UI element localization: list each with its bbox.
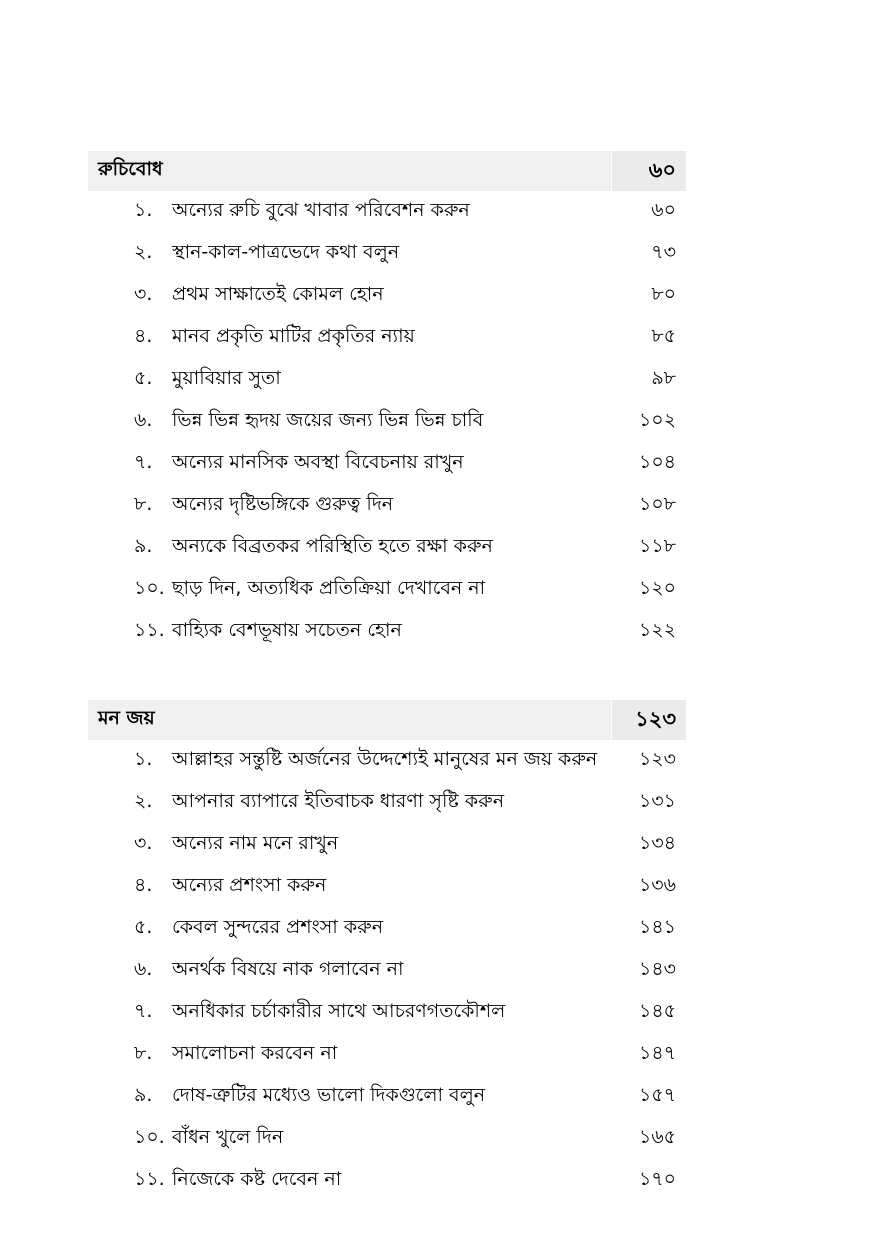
section-title: মন জয় [98, 707, 155, 729]
section-title: রুচিবোধ [98, 158, 163, 180]
section-page-number: ১২৩ [611, 700, 686, 740]
toc-entry [88, 275, 686, 317]
entry-number: ৬. [134, 409, 153, 431]
entry-number: ৭. [134, 1000, 153, 1022]
toc-entry [88, 866, 686, 908]
entry-page-number: ১৩৬ [638, 874, 676, 896]
toc-entry [88, 1076, 686, 1118]
entry-number: ১০. [134, 577, 165, 599]
entry-page-number: ১২২ [638, 619, 676, 641]
toc-entry [88, 191, 686, 233]
toc-entry [88, 908, 686, 950]
entry-number: ১১. [134, 1168, 165, 1190]
entry-page-number: ১৫৭ [638, 1084, 676, 1106]
entry-title: অন্যের দৃষ্টিভঙ্গিকে গুরুত্ব দিন [172, 493, 394, 515]
entry-page-number: ১১৮ [639, 535, 676, 557]
entry-page-number: ১০২ [638, 409, 676, 431]
entry-page-number: ১৪৩ [638, 958, 676, 980]
entry-page-number: ৬০ [651, 199, 676, 221]
entry-title: অনধিকার চর্চাকারীর সাথে আচরণগতকৌশল [172, 1000, 506, 1022]
toc-section-mon-joy [88, 700, 686, 1202]
entry-title: অন্যকে বিব্রতকর পরিস্থিতি হতে রক্ষা করুন [172, 535, 493, 557]
toc-entry [88, 359, 686, 401]
entry-number: ৩. [134, 832, 153, 854]
entry-number: ৫. [134, 367, 153, 389]
entry-page-number: ১৬৫ [638, 1126, 676, 1148]
entry-page-number: ১৩৪ [638, 832, 676, 854]
toc-entry-list [88, 191, 686, 653]
entry-number: ৫. [134, 916, 153, 938]
entry-number: ১. [134, 748, 153, 770]
toc-entry [88, 233, 686, 275]
entry-page-number: ১০৪ [638, 451, 676, 473]
entry-number: ৭. [134, 451, 153, 473]
entry-page-number: ১৩১ [638, 790, 676, 812]
entry-page-number: ৯৮ [651, 367, 676, 389]
entry-page-number: ১৪৭ [638, 1042, 676, 1064]
entry-title: সমালোচনা করবেন না [172, 1042, 338, 1064]
entry-number: ৮. [134, 493, 153, 515]
entry-number: ৯. [134, 535, 153, 557]
entry-number: ৩. [134, 283, 153, 305]
entry-page-number: ১৭০ [638, 1168, 676, 1190]
entry-number: ২. [134, 241, 153, 263]
toc-entry [88, 401, 686, 443]
entry-number: ৮. [134, 1042, 153, 1064]
entry-number: ৪. [134, 874, 153, 896]
toc-entry [88, 443, 686, 485]
entry-number: ২. [134, 790, 153, 812]
entry-title: প্রথম সাক্ষাতেই কোমল হোন [172, 283, 384, 305]
toc-entry [88, 527, 686, 569]
entry-page-number: ৭৩ [651, 241, 676, 263]
entry-page-number: ১২৩ [638, 748, 676, 770]
entry-title: অনর্থক বিষয়ে নাক গলাবেন না [172, 958, 404, 980]
toc-entry [88, 611, 686, 653]
entry-title: মুয়াবিয়ার সুতা [172, 367, 281, 389]
entry-title: বাহ্যিক বেশভূষায় সচেতন হোন [172, 619, 402, 641]
entry-title: ছাড় দিন, অত্যধিক প্রতিক্রিয়া দেখাবেন না [172, 577, 486, 599]
entry-number: ৪. [134, 325, 153, 347]
toc-entry [88, 485, 686, 527]
entry-title: আল্লাহর সন্তুষ্টি অর্জনের উদ্দেশ্যেই মানুষের মন জয় করুন [172, 748, 598, 770]
entry-number: ১. [134, 199, 153, 221]
toc-entry [88, 950, 686, 992]
entry-number: ১০. [134, 1126, 165, 1148]
section-header [88, 700, 686, 740]
entry-title: আপনার ব্যাপারে ইতিবাচক ধারণা সৃষ্টি করুন [172, 790, 505, 812]
entry-number: ১১. [134, 619, 165, 641]
entry-title: দোষ-ত্রুটির মধ্যেও ভালো দিকগুলো বলুন [172, 1084, 486, 1106]
section-page-number: ৬০ [611, 151, 686, 191]
entry-page-number: ১৪৫ [639, 1000, 676, 1022]
toc-entry [88, 1160, 686, 1202]
toc-entry [88, 1034, 686, 1076]
toc-entry [88, 317, 686, 359]
toc-entry [88, 782, 686, 824]
entry-number: ৬. [134, 958, 153, 980]
entry-title: অন্যের নাম মনে রাখুন [172, 832, 339, 854]
toc-entry-list [88, 740, 686, 1202]
entry-page-number: ৮৫ [651, 325, 676, 347]
toc-entry [88, 1118, 686, 1160]
entry-title: কেবল সুন্দরের প্রশংসা করুন [172, 916, 384, 938]
section-header [88, 151, 686, 191]
entry-title: অন্যের মানসিক অবস্থা বিবেচনায় রাখুন [172, 451, 464, 473]
toc-entry [88, 824, 686, 866]
entry-title: অন্যের প্রশংসা করুন [172, 874, 327, 896]
entry-page-number: ৮০ [651, 283, 676, 305]
entry-page-number: ১০৮ [638, 493, 676, 515]
toc-entry [88, 569, 686, 611]
entry-title: নিজেকে কষ্ট দেবেন না [172, 1168, 342, 1190]
entry-page-number: ১২০ [638, 577, 676, 599]
toc-entry [88, 992, 686, 1034]
toc-entry [88, 740, 686, 782]
entry-title: অন্যের রুচি বুঝে খাবার পরিবেশন করুন [172, 199, 470, 221]
entry-page-number: ১৪১ [639, 916, 676, 938]
entry-title: বাঁধন খুলে দিন [172, 1126, 284, 1148]
entry-title: স্থান-কাল-পাত্রভেদে কথা বলুন [172, 241, 400, 263]
toc-section-ruchibodh [88, 151, 686, 653]
entry-number: ৯. [134, 1084, 153, 1106]
entry-title: ভিন্ন ভিন্ন হৃদয় জয়ের জন্য ভিন্ন ভিন্ন চাবি [172, 409, 484, 431]
entry-title: মানব প্রকৃতি মাটির প্রকৃতির ন্যায় [172, 325, 415, 347]
